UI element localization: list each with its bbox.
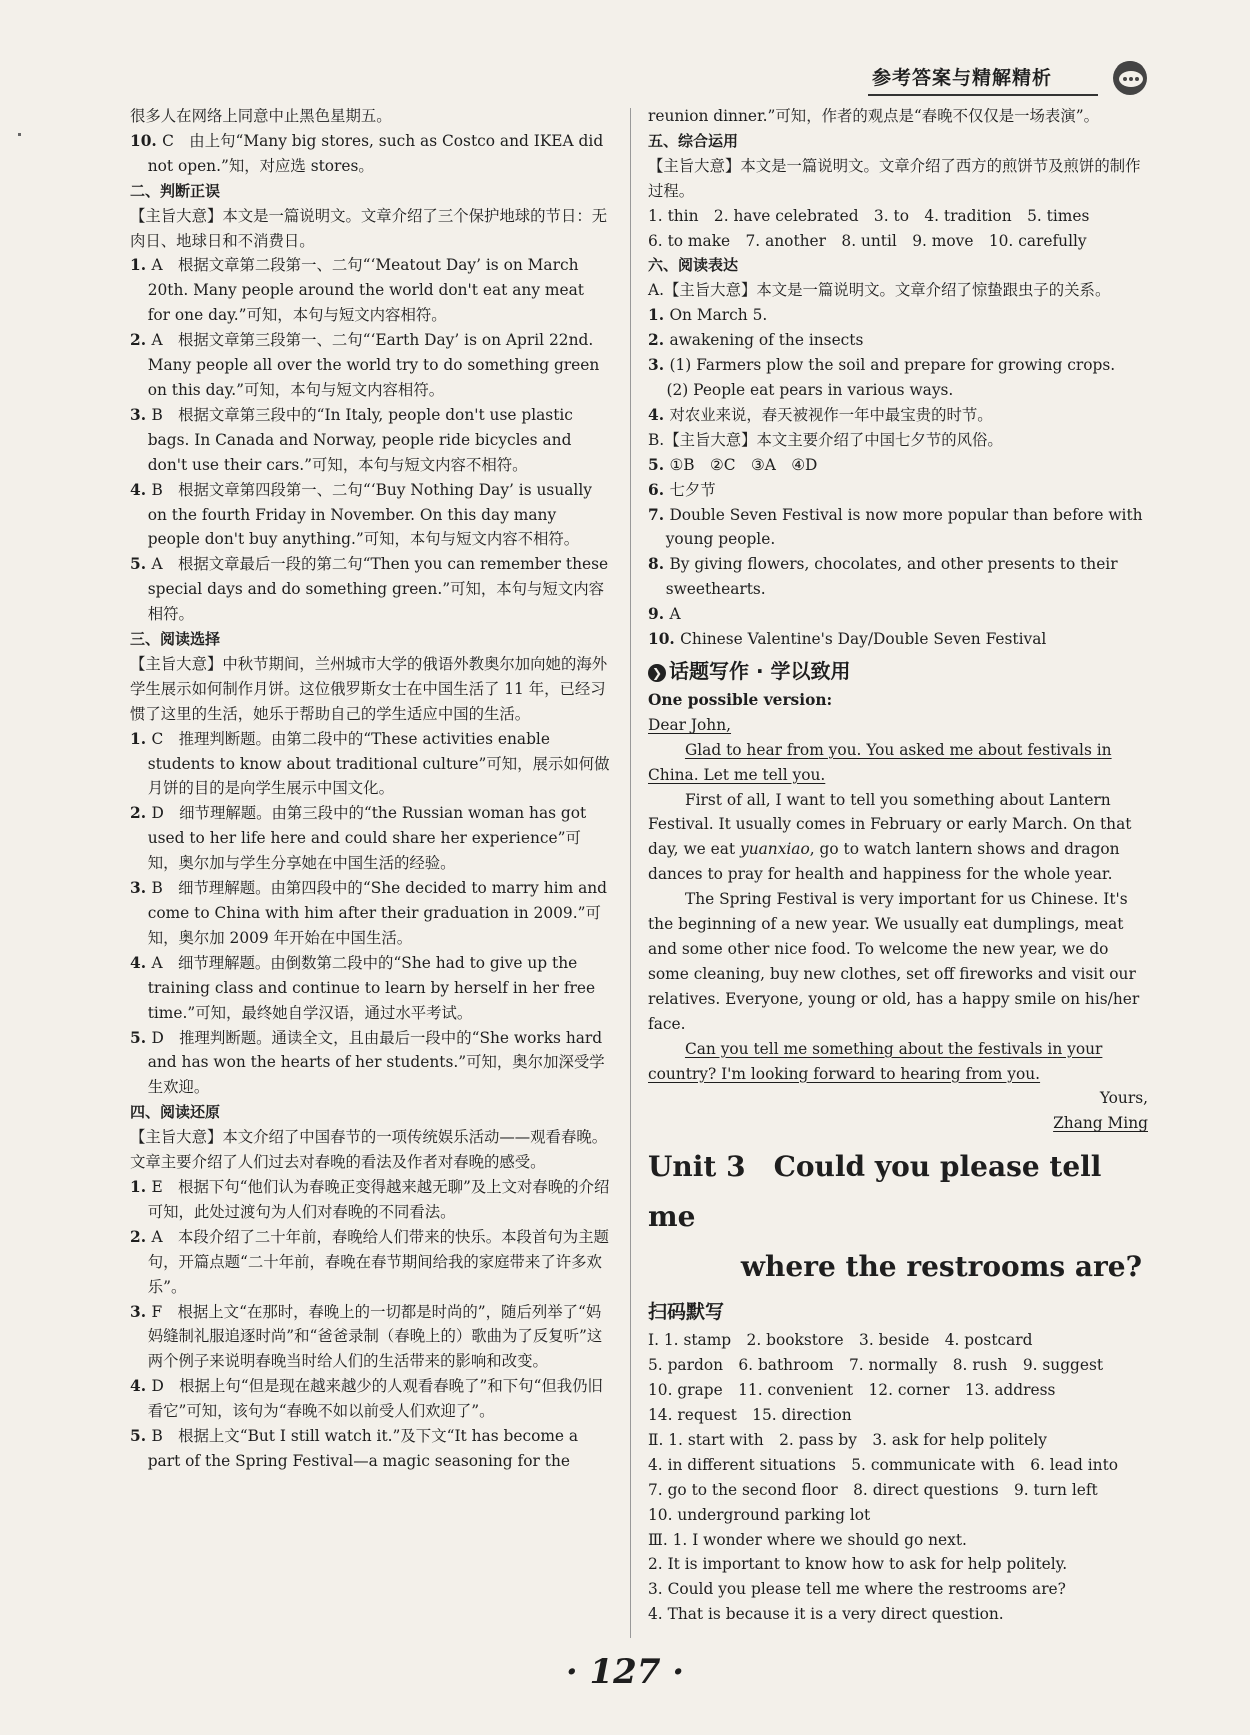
item-text: 对农业来说，春天被视作一年中最宝贵的时节。 (669, 405, 993, 424)
answer-item (130, 727, 610, 802)
item-text: A 细节理解题。由倒数第二段中的“She had to give up the training class and continue to learn by herself in her free time.”可知，最终她自学汉语，通过水平考试。 (147, 953, 596, 1022)
item-text: By giving flowers, chocolates, and other presents to their sweethearts. (665, 555, 1118, 599)
answer-row: Ⅰ. 1. stamp 2. bookstore 3. beside 4. postcard (648, 1331, 1033, 1350)
answer-item (648, 602, 1148, 627)
paragraph: 【主旨大意】本文是一篇说明文。文章介绍了西方的煎饼节及煎饼的制作过程。 (648, 156, 1141, 200)
item-number: 3. (130, 405, 152, 424)
letter-paragraph-underlined: Glad to hear from you. You asked me about festivals in China. Let me tell you. (648, 740, 1112, 784)
answer-item (130, 1424, 610, 1474)
letter-salutation: Dear John, (648, 715, 732, 734)
version-label: One possible version: (648, 690, 833, 709)
letter-closing: Yours, (1099, 1089, 1148, 1108)
item-text: A 根据文章第三段第一、二句“‘Earth Day’ is on April 22nd. Many people all over the world try to do something green on this day.”可知，本句与短文内容相符。 (147, 331, 600, 399)
answer-item (130, 129, 610, 179)
answer-row: 4. in different situations 5. communicate with 6. lead into (648, 1455, 1119, 1474)
item-number: 5. (130, 1028, 152, 1047)
item-number: 3. (130, 879, 152, 898)
item-number: 10. (648, 630, 681, 649)
item-text: C 由上句“Many big stores, such as Costco and IKEA did not open.”知，对应选 stores。 (147, 131, 604, 175)
answer-row: 1. thin 2. have celebrated 3. to 4. tradition 5. times (648, 206, 1090, 225)
answer-row: 10. underground parking lot (648, 1505, 871, 1524)
letter-paragraph-underlined: Can you tell me something about the festivals in your country? I'm looking forward to hearing from you. (648, 1039, 1103, 1083)
answer-item (130, 328, 610, 403)
item-number: 8. (648, 555, 670, 574)
writing-heading (648, 654, 1148, 688)
answer-item (130, 478, 610, 553)
answer-item (130, 253, 610, 328)
unit-title-line2: where the restrooms are? (740, 1250, 1142, 1284)
answer-item (648, 478, 1148, 503)
page-number: · 127 · (565, 1652, 685, 1692)
answer-row: 6. to make 7. another 8. until 9. move 10. carefully (648, 231, 1087, 250)
header-rule (868, 94, 1098, 96)
answer-subline: (2) People eat pears in various ways. (666, 380, 954, 399)
letter-signature: Zhang Ming (1053, 1114, 1148, 1133)
item-number: 2. (130, 331, 152, 350)
paragraph: A.【主旨大意】本文是一篇说明文。文章介绍了惊蛰跟虫子的关系。 (648, 281, 1111, 300)
item-number: 3. (130, 1302, 152, 1321)
item-number: 10. (130, 131, 163, 150)
right-column (648, 104, 1148, 1627)
answer-row: 10. grape 11. convenient 12. corner 13. address (648, 1381, 1056, 1400)
answer-item (130, 801, 610, 876)
item-text: D 推理判断题。通读全文，且由最后一段中的“She works hard and has won the hearts of her students.”可知，奥尔加深受学生欢迎。 (147, 1028, 605, 1097)
section-heading: 三、阅读选择 (130, 630, 221, 649)
answer-item (130, 403, 610, 478)
item-text: C 推理判断题。由第二段中的“These activities enable students to know about traditional culture”可知，展示如何做月饼的目的是向学生展示中国文化。 (147, 729, 610, 798)
paragraph: B.【主旨大意】本文主要介绍了中国七夕节的风俗。 (648, 430, 1003, 449)
letter-paragraph: The Spring Festival is very important for us Chinese. It's the beginning of a new year. We usually eat dumplings, meat and some other nice food. To welcome the new year, we do some cleaning, buy new clothes, set off fireworks and visit our relatives. Everyone, young or old, has a happy smile on his/her face. (648, 890, 1140, 1033)
item-text: A 本段介绍了二十年前，春晚给人们带来的快乐。本段首句为主题句，开篇点题“二十年前，春晚在春节期间给我的家庭带来了许多欢乐”。 (147, 1227, 609, 1296)
paragraph: 【主旨大意】本文介绍了中国春节的一项传统娱乐活动——观看春晚。文章主要介绍了人们过去对春晚的看法及作者对春晚的感受。 (130, 1128, 608, 1172)
item-text: Chinese Valentine's Day/Double Seven Festival (680, 630, 1047, 649)
item-text: B 根据上文“But I still watch it.”及下文“It has become a part of the Spring Festival—a magic seasoning for the (147, 1427, 579, 1470)
answer-row: Ⅲ. 1. I wonder where we should go next. (648, 1530, 967, 1549)
item-text: Double Seven Festival is now more popular than before with young people. (665, 505, 1143, 549)
section-heading: 四、阅读还原 (130, 1103, 221, 1122)
column-divider (630, 108, 631, 1638)
item-number: 1. (130, 256, 152, 275)
answer-item (130, 1225, 610, 1300)
answer-item (648, 552, 1148, 602)
answer-item (648, 353, 1148, 378)
italic-word: yuanxiao (740, 840, 810, 859)
item-number: 1. (130, 729, 152, 748)
paragraph: 很多人在网络上同意中止黑色星期五。 (130, 107, 392, 125)
item-text: (1) Farmers plow the soil and prepare for growing crops. (669, 356, 1116, 375)
item-number: 9. (648, 605, 670, 624)
answer-item (648, 328, 1148, 353)
letter-paragraph: First of all, I want to tell you something about Lantern Festival. It usually comes in February or early March. On that day, we eat yuanxiao, go to watch lantern shows and dragon dances to pray for health and happiness for the whole year. (648, 790, 1132, 884)
answer-item (648, 403, 1148, 428)
unit-title: Unit 3 Could you please tell me (648, 1150, 1102, 1234)
item-text: B 细节理解题。由第四段中的“She decided to marry him and come to China with him after their graduation in 2009.”可知，奥尔加 2009 年开始在中国生活。 (147, 879, 608, 947)
answer-row: 3. Could you please tell me where the restrooms are? (648, 1580, 1066, 1599)
item-number: 1. (130, 1177, 152, 1196)
item-number: 2. (648, 331, 670, 350)
item-number: 4. (648, 405, 670, 424)
answer-row: 2. It is important to know how to ask for help politely. (648, 1555, 1068, 1574)
item-text: B 根据文章第三段中的“In Italy, people don't use plastic bags. In Canada and Norway, people ride bicycles and don't use their cars.”可知，本句与短文内容不相符。 (147, 405, 573, 474)
writing-heading-text: 话题写作 · 学以致用 (669, 658, 851, 683)
item-number: 4. (130, 480, 152, 499)
item-text: A 根据文章最后一段的第二句“Then you can remember these special days and do something green.”可知，本句与短文内容相符。 (147, 555, 609, 624)
scan-dictation-heading: 扫码默写 (648, 1301, 725, 1324)
speech-bubble-icon (1110, 58, 1150, 98)
item-number: 5. (130, 555, 152, 574)
item-text: ①B ②C ③A ④D (669, 455, 818, 474)
item-text: A (669, 605, 681, 624)
header-title: 参考答案与精解精析 (872, 67, 1053, 89)
answer-item (130, 1374, 610, 1424)
paragraph: reunion dinner.”可知，作者的观点是“春晚不仅仅是一场表演”。 (648, 107, 1099, 125)
answer-row: 5. pardon 6. bathroom 7. normally 8. rush 9. suggest (648, 1356, 1104, 1375)
item-number: 7. (648, 505, 670, 524)
item-number: 1. (648, 306, 670, 325)
item-text: E 根据下句“他们认为春晚正变得越来越无聊”及上文对春晚的介绍可知，此处过渡句为人们对春晚的不同看法。 (147, 1177, 610, 1221)
item-number: 5. (648, 455, 670, 474)
item-number: 5. (130, 1427, 152, 1446)
answer-item (130, 1175, 610, 1225)
answer-row: 7. go to the second floor 8. direct questions 9. turn left (648, 1480, 1098, 1499)
answer-item (648, 453, 1148, 478)
answer-item (648, 303, 1148, 328)
item-number: 4. (130, 1377, 152, 1396)
section-heading: 二、判断正误 (130, 181, 221, 200)
item-number: 2. (130, 804, 152, 823)
answer-row: Ⅱ. 1. start with 2. pass by 3. ask for help politely (648, 1430, 1047, 1449)
item-text: A 根据文章第二段第一、二句“‘Meatout Day’ is on March 20th. Many people around the world don't eat any meat for one day.”可知，本句与短文内容相符。 (147, 256, 584, 325)
answer-item (648, 503, 1148, 553)
answer-item (130, 951, 610, 1026)
arrow-circle-icon: ❯ (648, 664, 666, 682)
answer-row: 4. That is because it is a very direct question. (648, 1605, 1004, 1624)
paragraph: 【主旨大意】中秋节期间，兰州城市大学的俄语外教奥尔加向她的海外学生展示如何制作月饼。这位俄罗斯女士在中国生活了 11 年，已经习惯了这里的生活，她乐于帮助自己的学生适应中国的生活。 (130, 654, 608, 723)
item-text: 七夕节 (669, 480, 716, 499)
answer-item (130, 876, 610, 951)
scan-speck (18, 133, 21, 136)
item-number: 6. (648, 480, 670, 499)
item-number: 3. (648, 356, 670, 375)
item-text: D 细节理解题。由第三段中的“the Russian woman has got used to her life here and could share her experience”可知，奥尔加与学生分享她在中国生活的经验。 (147, 804, 587, 873)
item-text: D 根据上句“但是现在越来越少的人观看春晚了”和下句“但我仍旧看它”可知，该句为“春晚不如以前受人们欢迎了”。 (147, 1377, 603, 1421)
item-text: F 根据上文“在那时，春晚上的一切都是时尚的”，随后列举了“妈妈缝制礼服追逐时尚”和“爸爸录制（春晚上的）歌曲为了反复听”这两个例子来说明春晚当时给人们的生活带来的影响和改变。 (147, 1302, 603, 1371)
item-number: 4. (130, 953, 152, 972)
answer-item (130, 1300, 610, 1375)
paragraph: 【主旨大意】本文是一篇说明文。文章介绍了三个保护地球的节日：无肉日、地球日和不消费日。 (130, 206, 608, 250)
answer-item (130, 552, 610, 627)
item-text: B 根据文章第四段第一、二句“‘Buy Nothing Day’ is usually on the fourth Friday in November. On this day many people don't buy anything.”可知，本句与短文内容不相符。 (147, 480, 592, 549)
left-column (130, 104, 610, 1474)
item-text: On March 5. (669, 306, 768, 325)
section-heading: 五、综合运用 (648, 131, 739, 150)
answer-row: 14. request 15. direction (648, 1405, 852, 1424)
section-heading: 六、阅读表达 (648, 256, 739, 275)
item-text: awakening of the insects (669, 331, 864, 350)
item-number: 2. (130, 1227, 152, 1246)
answer-item (648, 627, 1148, 652)
answer-item (130, 1026, 610, 1101)
